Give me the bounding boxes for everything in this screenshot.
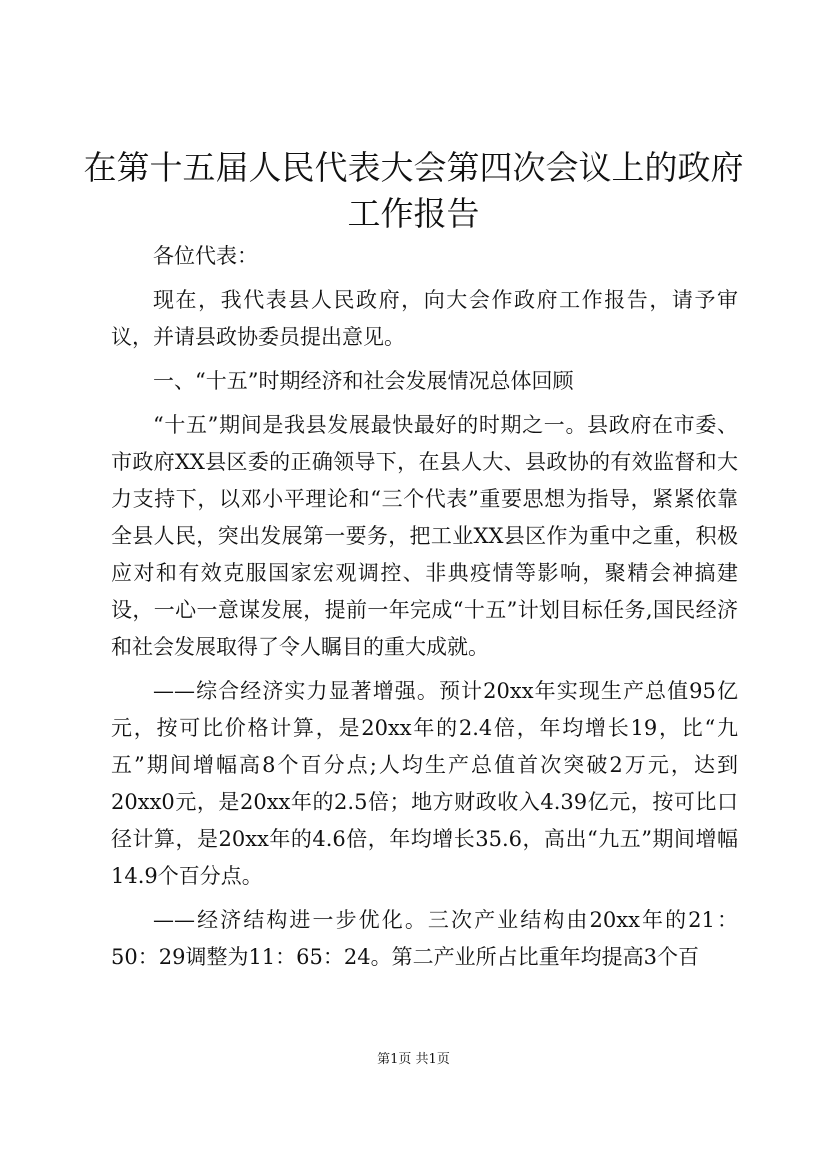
- paragraph-economy: ——综合经济实力显著增强。预计20xx年实现生产总值95亿元，按可比价格计算，是20xx年的2.4倍，年均增长19，比“九五”期间增幅高8个百分点;人均生产总值首次突破2万元，达到20xx0元，是20xx年的2.5倍；地方财政收入4.39亿元，按可比口径计算，是20xx年的4.6倍，年均增长35.6，高出“九五”期间增幅14.9个百分点。: [111, 679, 738, 888]
- salutation: 各位代表：: [153, 244, 258, 268]
- page-footer: 第1页 共1页: [377, 1052, 450, 1067]
- paragraph-review: “十五”期间是我县发展最快最好的时期之一。县政府在市委、市政府XX县区委的正确领导下，在县人大、县政协的有效监督和大力支持下，以邓小平理论和“三个代表”重要思想为指导，紧紧依靠全县人民，突出发展第一要务，把工业XX县区作为重中之重，积极应对和有效克服国家宏观调控、非典疫情等影响，聚精会神搞建设，一心一意谋发展，提前一年完成“十五”计划目标任务,国民经济和社会发展取得了令人瞩目的重大成就。: [111, 413, 738, 659]
- section-heading: 一、“十五”时期经济和社会发展情况总体回顾: [153, 369, 574, 393]
- title-line-2: 工作报告: [347, 194, 480, 233]
- paragraph-intro: 现在，我代表县人民政府，向大会作政府工作报告，请予审议，并请县政协委员提出意见。: [111, 288, 738, 349]
- document-title: [80, 145, 747, 237]
- title-line-1: 在第十五届人民代表大会第四次会议上的政府: [83, 148, 744, 187]
- document-body: [111, 238, 738, 976]
- paragraph-structure: ——经济结构进一步优化。三次产业结构由20xx年的21：50：29调整为11：65：24。第二产业所占比重年均提高3个百: [111, 908, 738, 969]
